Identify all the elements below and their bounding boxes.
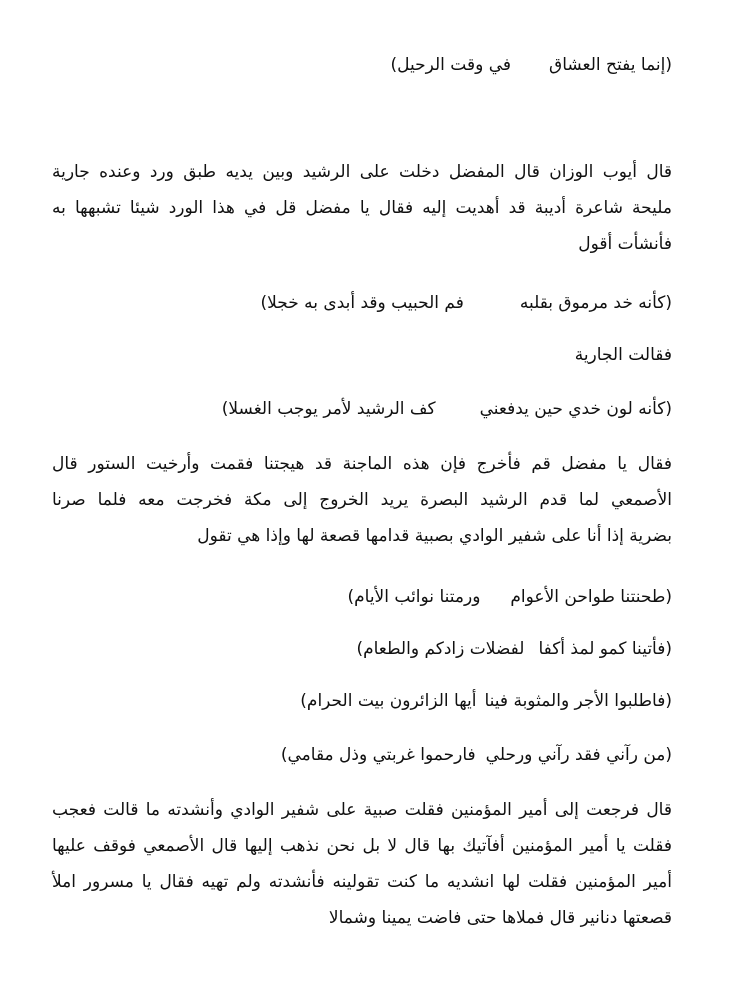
paragraph-line: بضرية إذا أنا على شفير الوادي بصبية قدامها قصعة لها وإذا هي تقول bbox=[197, 526, 672, 546]
verse-hemistich-left: أيها الزائرون بيت الحرام) bbox=[300, 691, 477, 711]
verse-line-7 bbox=[281, 742, 672, 768]
verse-line-3 bbox=[222, 396, 672, 422]
verse-hemistich-right: (فاطلبوا الأجر والمثوبة فينا bbox=[484, 691, 672, 711]
verse-hemistich-right: (كأنه لون خدي حين يدفعني bbox=[479, 399, 672, 419]
verse-hemistich-right: (كأنه خد مرموق بقلبه bbox=[519, 293, 672, 313]
verse-line-2 bbox=[260, 290, 672, 316]
paragraph-line: قال فرجعت إلى أمير المؤمنين فقلت صبية على شفير الوادي وأنشدته ما قالت فعجب bbox=[52, 800, 672, 820]
paragraph-1 bbox=[52, 154, 672, 262]
verse-hemistich-left: ورمتنا نوائب الأيام) bbox=[347, 587, 481, 607]
paragraph-2 bbox=[52, 446, 672, 554]
verse-line-4 bbox=[347, 584, 672, 610]
paragraph-line: قال أيوب الوزان قال المفضل دخلت على الرشيد وبين يديه طبق ورد وعنده جارية bbox=[52, 162, 672, 182]
verse-hemistich-right: (فأتينا كمو لمذ أكفا bbox=[538, 639, 672, 659]
verse-hemistich-right: (طحنتنا طواحن الأعوام bbox=[510, 587, 672, 607]
verse-hemistich-left: فارحموا غربتي وذل مقامي) bbox=[280, 745, 476, 765]
paragraph-line: فأنشأت أقول bbox=[578, 234, 672, 254]
verse-hemistich-left: فم الحبيب وقد أبدى به خجلا) bbox=[260, 293, 464, 313]
verse-hemistich-right: (من رآني فقد رآني ورحلي bbox=[485, 745, 672, 765]
paragraph-line: الأصمعي لما قدم الرشيد البصرة يريد الخروج إلى مكة فخرجت معه فلما صرنا bbox=[52, 490, 672, 510]
verse-line-6 bbox=[300, 688, 672, 714]
verse-hemistich-left: كف الرشيد لأمر يوجب الغسلا) bbox=[221, 399, 436, 419]
paragraph-line: قصعتها دنانير قال فملاها حتى فاضت يمينا وشمالا bbox=[328, 908, 672, 928]
narration-line: فقالت الجارية bbox=[574, 345, 672, 365]
paragraph-3 bbox=[52, 792, 672, 936]
paragraph-line: مليحة شاعرة أديبة قد أهديت إليه فقال يا مفضل قل في هذا الورد شيئا تشبهها به bbox=[52, 198, 672, 218]
verse-hemistich-left: في وقت الرحيل) bbox=[390, 55, 512, 75]
paragraph-line: أمير المؤمنين فقلت لها انشديه ما كنت تقولينه فأنشدته ولم تهيه فقال يا مسرور املأ bbox=[52, 872, 672, 892]
verse-hemistich-left: لفضلات زادكم والطعام) bbox=[356, 639, 525, 659]
verse-hemistich-right: (إنما يفتح العشاق bbox=[549, 55, 672, 75]
paragraph-line: فقال يا مفضل قم فأخرج فإن هذه الماجنة قد هيجتنا فقمت وأرخيت الستور قال bbox=[52, 454, 672, 474]
verse-line-1 bbox=[390, 52, 672, 78]
verse-line-5 bbox=[356, 636, 672, 662]
paragraph-line: فقلت يا أمير المؤمنين أفآتيك بها قال لا بل نحن نذهب إليها قال الأصمعي فوقف عليها bbox=[52, 836, 672, 856]
